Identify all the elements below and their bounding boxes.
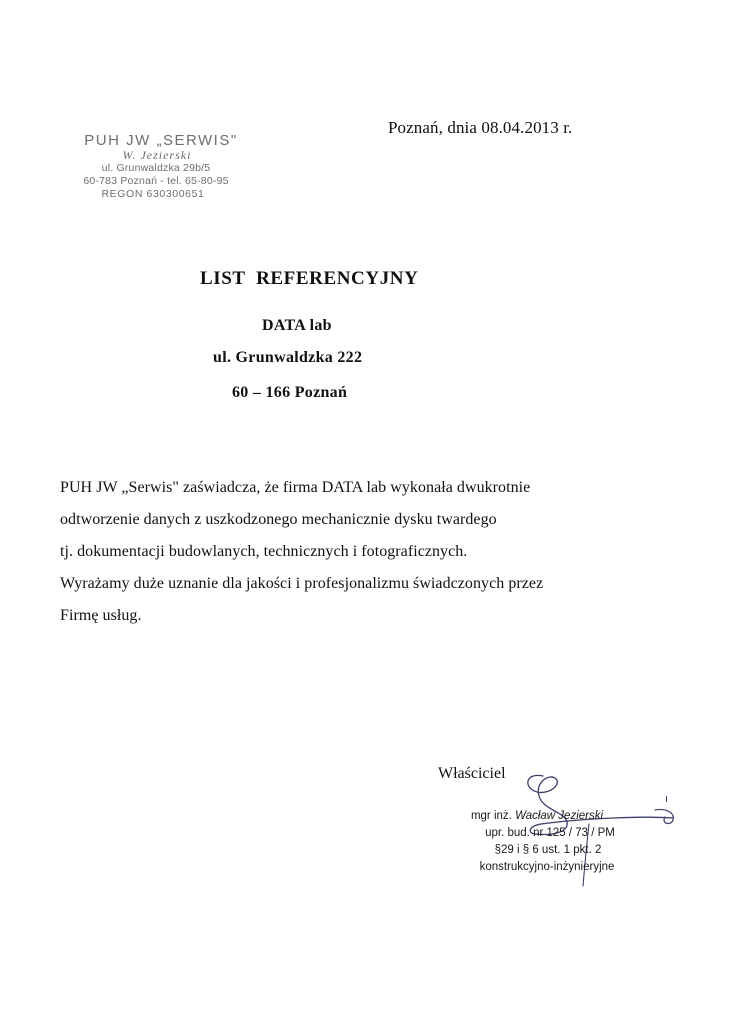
recipient-name: DATA lab [262, 317, 332, 334]
body-line: PUH JW „Serwis" zaświadcza, że firma DATA lab wykonała dwukrotnie [60, 479, 531, 496]
stamp-license: upr. bud. nr 125 / 73 / PM [485, 827, 615, 839]
document-title: LIST REFERENCYJNY [200, 268, 419, 289]
body-line: odtworzenie danych z uszkodzonego mechanicznie dysku twardego [60, 511, 497, 528]
recipient-street: ul. Grunwaldzka 222 [213, 349, 363, 366]
body-line: Firmę usług. [60, 607, 142, 624]
stamp-paragraph: §29 i § 6 ust. 1 pkt. 2 [494, 844, 602, 856]
stamp-name-line [432, 808, 642, 825]
signature-stamp [452, 808, 642, 876]
stamp-regon: REGON 630300651 [101, 188, 205, 200]
scan-mark [665, 796, 668, 802]
recipient-city: 60 – 166 Poznań [232, 384, 348, 401]
company-stamp [66, 132, 266, 201]
stamp-owner: W. Jezierski [122, 148, 192, 162]
signature-role: Właściciel [438, 765, 506, 782]
stamp-address: ul. Grunwaldzka 29b/5 [101, 162, 211, 174]
document-date: Poznań, dnia 08.04.2013 r. [388, 118, 573, 137]
body-line: tj. dokumentacji budowlanych, technicznych i fotograficznych. [60, 543, 468, 560]
stamp-specialty: konstrukcyjno-inżynieryjne [479, 861, 615, 873]
stamp-title-prefix: mgr inż. [470, 810, 512, 822]
stamp-signer-name: Wacław Jezierski [515, 810, 604, 822]
body-line: Wyrażamy duże uznanie dla jakości i profesjonalizmu świadczonych przez [60, 575, 544, 592]
stamp-city-phone: 60-783 Poznań - tel. 65-80-95 [83, 175, 229, 187]
stamp-company-name: PUH JW „SERWIS" [84, 132, 238, 149]
